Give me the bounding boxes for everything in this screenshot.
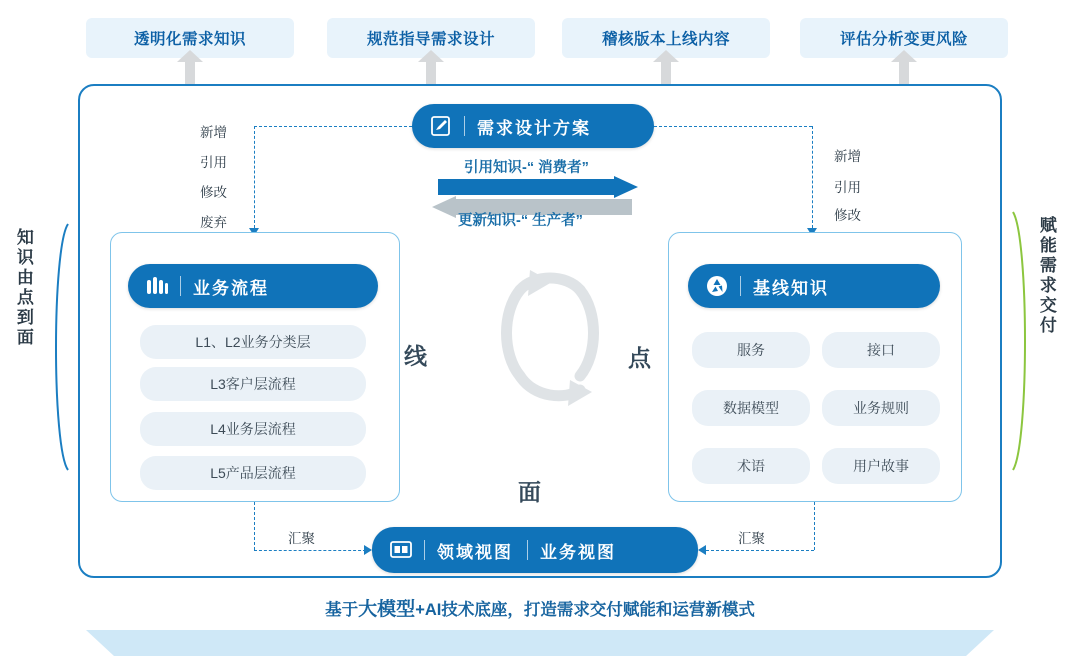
dash-design-right-v [812, 126, 813, 228]
knowledge-item-5[interactable]: 术语 [692, 448, 810, 484]
process-item-2[interactable]: L3客户层流程 [140, 367, 366, 401]
knowledge-item-2[interactable]: 接口 [822, 332, 940, 368]
pill-divider [740, 276, 741, 296]
pill-divider [180, 276, 181, 296]
up-arrow-4 [891, 50, 917, 84]
view-board-icon [388, 537, 414, 563]
center-word-line: 线 [404, 344, 427, 369]
consume-arrow [438, 176, 638, 198]
domain-view-label: 领域视图 [437, 542, 513, 562]
business-view-label: 业务视图 [540, 542, 616, 562]
process-item-3[interactable]: L4业务层流程 [140, 412, 366, 446]
dash-left-view-arrow [364, 545, 372, 555]
cycle-arrows [494, 250, 606, 465]
pill-divider [464, 116, 465, 136]
recycle-knowledge-icon [704, 273, 730, 299]
dash-right-down [814, 502, 815, 550]
up-arrow-2 [418, 50, 444, 84]
dash-left-to-view [254, 550, 366, 551]
left-action-2: 引用 [200, 155, 227, 170]
business-process-label: 业务流程 [193, 278, 269, 298]
center-word-point: 点 [628, 346, 651, 371]
left-side-caption: 知识由点到面 [13, 228, 33, 348]
left-action-4: 废弃 [200, 215, 227, 230]
dash-design-right-h [654, 126, 812, 127]
bottom-band [86, 630, 994, 656]
top-chip-1[interactable]: 透明化需求知识 [86, 18, 294, 58]
right-action-2: 引用 [834, 180, 861, 195]
bottom-caption-strong: 大模型 [358, 599, 416, 620]
dash-design-left-v [254, 126, 255, 228]
knowledge-item-4[interactable]: 业务规则 [822, 390, 940, 426]
converge-label-right: 汇聚 [738, 531, 765, 546]
produce-arrow-label: 更新知识-“ 生产者” [458, 213, 583, 229]
knowledge-item-6[interactable]: 用户故事 [822, 448, 940, 484]
right-side-caption: 赋能需求交付 [1036, 216, 1056, 336]
top-chip-4[interactable]: 评估分析变更风险 [800, 18, 1008, 58]
pill-divider-2 [527, 540, 528, 560]
converge-label-left: 汇聚 [288, 531, 315, 546]
right-action-1: 新增 [834, 149, 861, 164]
document-edit-icon [428, 113, 454, 139]
requirement-design-pill[interactable] [412, 104, 654, 148]
bottom-caption [0, 594, 1080, 621]
knowledge-item-1[interactable]: 服务 [692, 332, 810, 368]
dash-right-view-arrow [698, 545, 706, 555]
right-action-3: 修改 [834, 208, 861, 223]
business-process-pill[interactable] [128, 264, 378, 308]
up-arrow-3 [653, 50, 679, 84]
top-chip-2[interactable]: 规范指导需求设计 [327, 18, 535, 58]
dash-right-to-view [706, 550, 814, 551]
process-item-4[interactable]: L5产品层流程 [140, 456, 366, 490]
right-bracket [1011, 210, 1033, 472]
pill-divider [424, 540, 425, 560]
process-item-1[interactable]: L1、L2业务分类层 [140, 325, 366, 359]
dash-left-down [254, 502, 255, 550]
left-action-1: 新增 [200, 125, 227, 140]
left-action-3: 修改 [200, 185, 227, 200]
process-columns-icon [144, 273, 170, 299]
baseline-knowledge-label: 基线知识 [753, 278, 829, 298]
knowledge-item-3[interactable]: 数据模型 [692, 390, 810, 426]
view-pill[interactable] [372, 527, 698, 573]
consume-arrow-label: 引用知识-“ 消费者” [464, 160, 589, 176]
requirement-design-label: 需求设计方案 [477, 118, 591, 138]
left-bracket [48, 222, 70, 472]
baseline-knowledge-pill[interactable] [688, 264, 940, 308]
center-word-plane: 面 [518, 480, 541, 505]
bottom-caption-suffix: +AI技术底座，打造需求交付赋能和运营新模式 [415, 601, 755, 619]
dash-design-left-h [254, 126, 412, 127]
top-chip-3[interactable]: 稽核版本上线内容 [562, 18, 770, 58]
bottom-caption-prefix: 基于 [325, 601, 359, 619]
up-arrow-1 [177, 50, 203, 84]
